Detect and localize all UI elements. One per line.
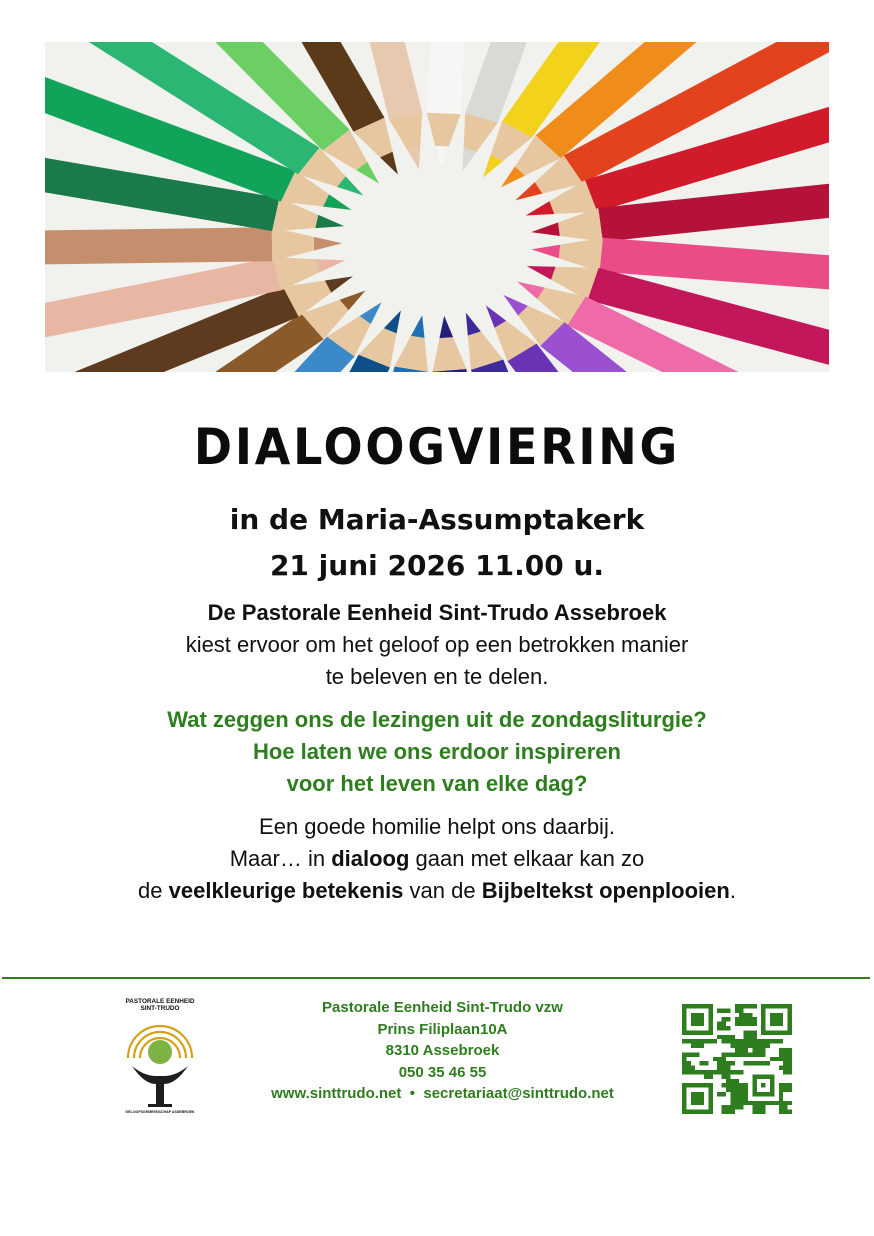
contact-city: 8310 Assebroek [385,1042,500,1059]
closing-line-2 [0,843,874,875]
closing-emphasis-bijbeltekst: Bijbeltekst openplooien [481,878,730,903]
closing-paragraph [0,811,874,907]
pencil-body [45,227,272,266]
question-line-3: voor het leven van elke dag? [286,771,588,796]
closing-line-3-a: de [138,878,169,903]
contact-web-email [240,1083,645,1105]
website-link[interactable]: www.sinttrudo.net [271,1085,402,1102]
footer-divider [2,977,870,979]
closing-line-3-e: . [729,878,736,903]
closing-emphasis-veelkleurig: veelkleurige betekenis [168,878,404,903]
intro-paragraph [0,597,874,693]
logo-chalice [132,1066,188,1104]
contact-street: Prins Filiplaan10A [377,1020,508,1038]
subtitle-date: 21 juni 2026 11.00 u. [269,549,605,582]
separator-dot: • [409,1085,416,1102]
intro-line-1: De Pastorale Eenheid Sint-Trudo Assebroek [207,600,667,625]
question-line-1: Wat zeggen ons de lezingen uit de zondagsliturgie? [167,707,707,732]
closing-emphasis-dialoog: dialoog [331,846,410,871]
contact-block [240,997,645,1105]
colored-pencils-illustration [45,42,829,372]
intro-line-3: te beleven en te delen. [325,664,549,689]
email-link[interactable]: secretariaat@sinttrudo.net [423,1085,614,1102]
closing-line-2-c: gaan met elkaar kan zo [409,846,645,871]
hero-image [45,42,829,372]
closing-line-2-a: Maar… in [229,846,332,871]
parish-logo [110,996,210,1116]
questions-paragraph [0,704,874,800]
qr-code[interactable] [682,1004,792,1114]
subtitle-location: in de Maria-Assumptakerk [229,503,645,536]
logo-circle [148,1040,172,1064]
contact-org: Pastorale Eenheid Sint-Trudo vzw [322,999,563,1016]
page-title: DIALOOGVIERING [193,418,681,476]
contact-phone: 050 35 46 55 [398,1063,487,1081]
closing-line-3 [0,875,874,907]
logo-text-top-2: SINT-TRUDO [140,1005,180,1012]
logo-text-bottom: GELOOFSGEMEENSCHAP ASSEBROEK [125,1110,195,1114]
closing-line-1: Een goede homilie helpt ons daarbij. [259,814,615,839]
question-line-2: Hoe laten we ons erdoor inspireren [253,739,621,764]
closing-line-3-c: van de [403,878,482,903]
logo-text-top-1: PASTORALE EENHEID [125,998,195,1005]
intro-line-2: kiest ervoor om het geloof op een betrokken manier [185,632,689,657]
